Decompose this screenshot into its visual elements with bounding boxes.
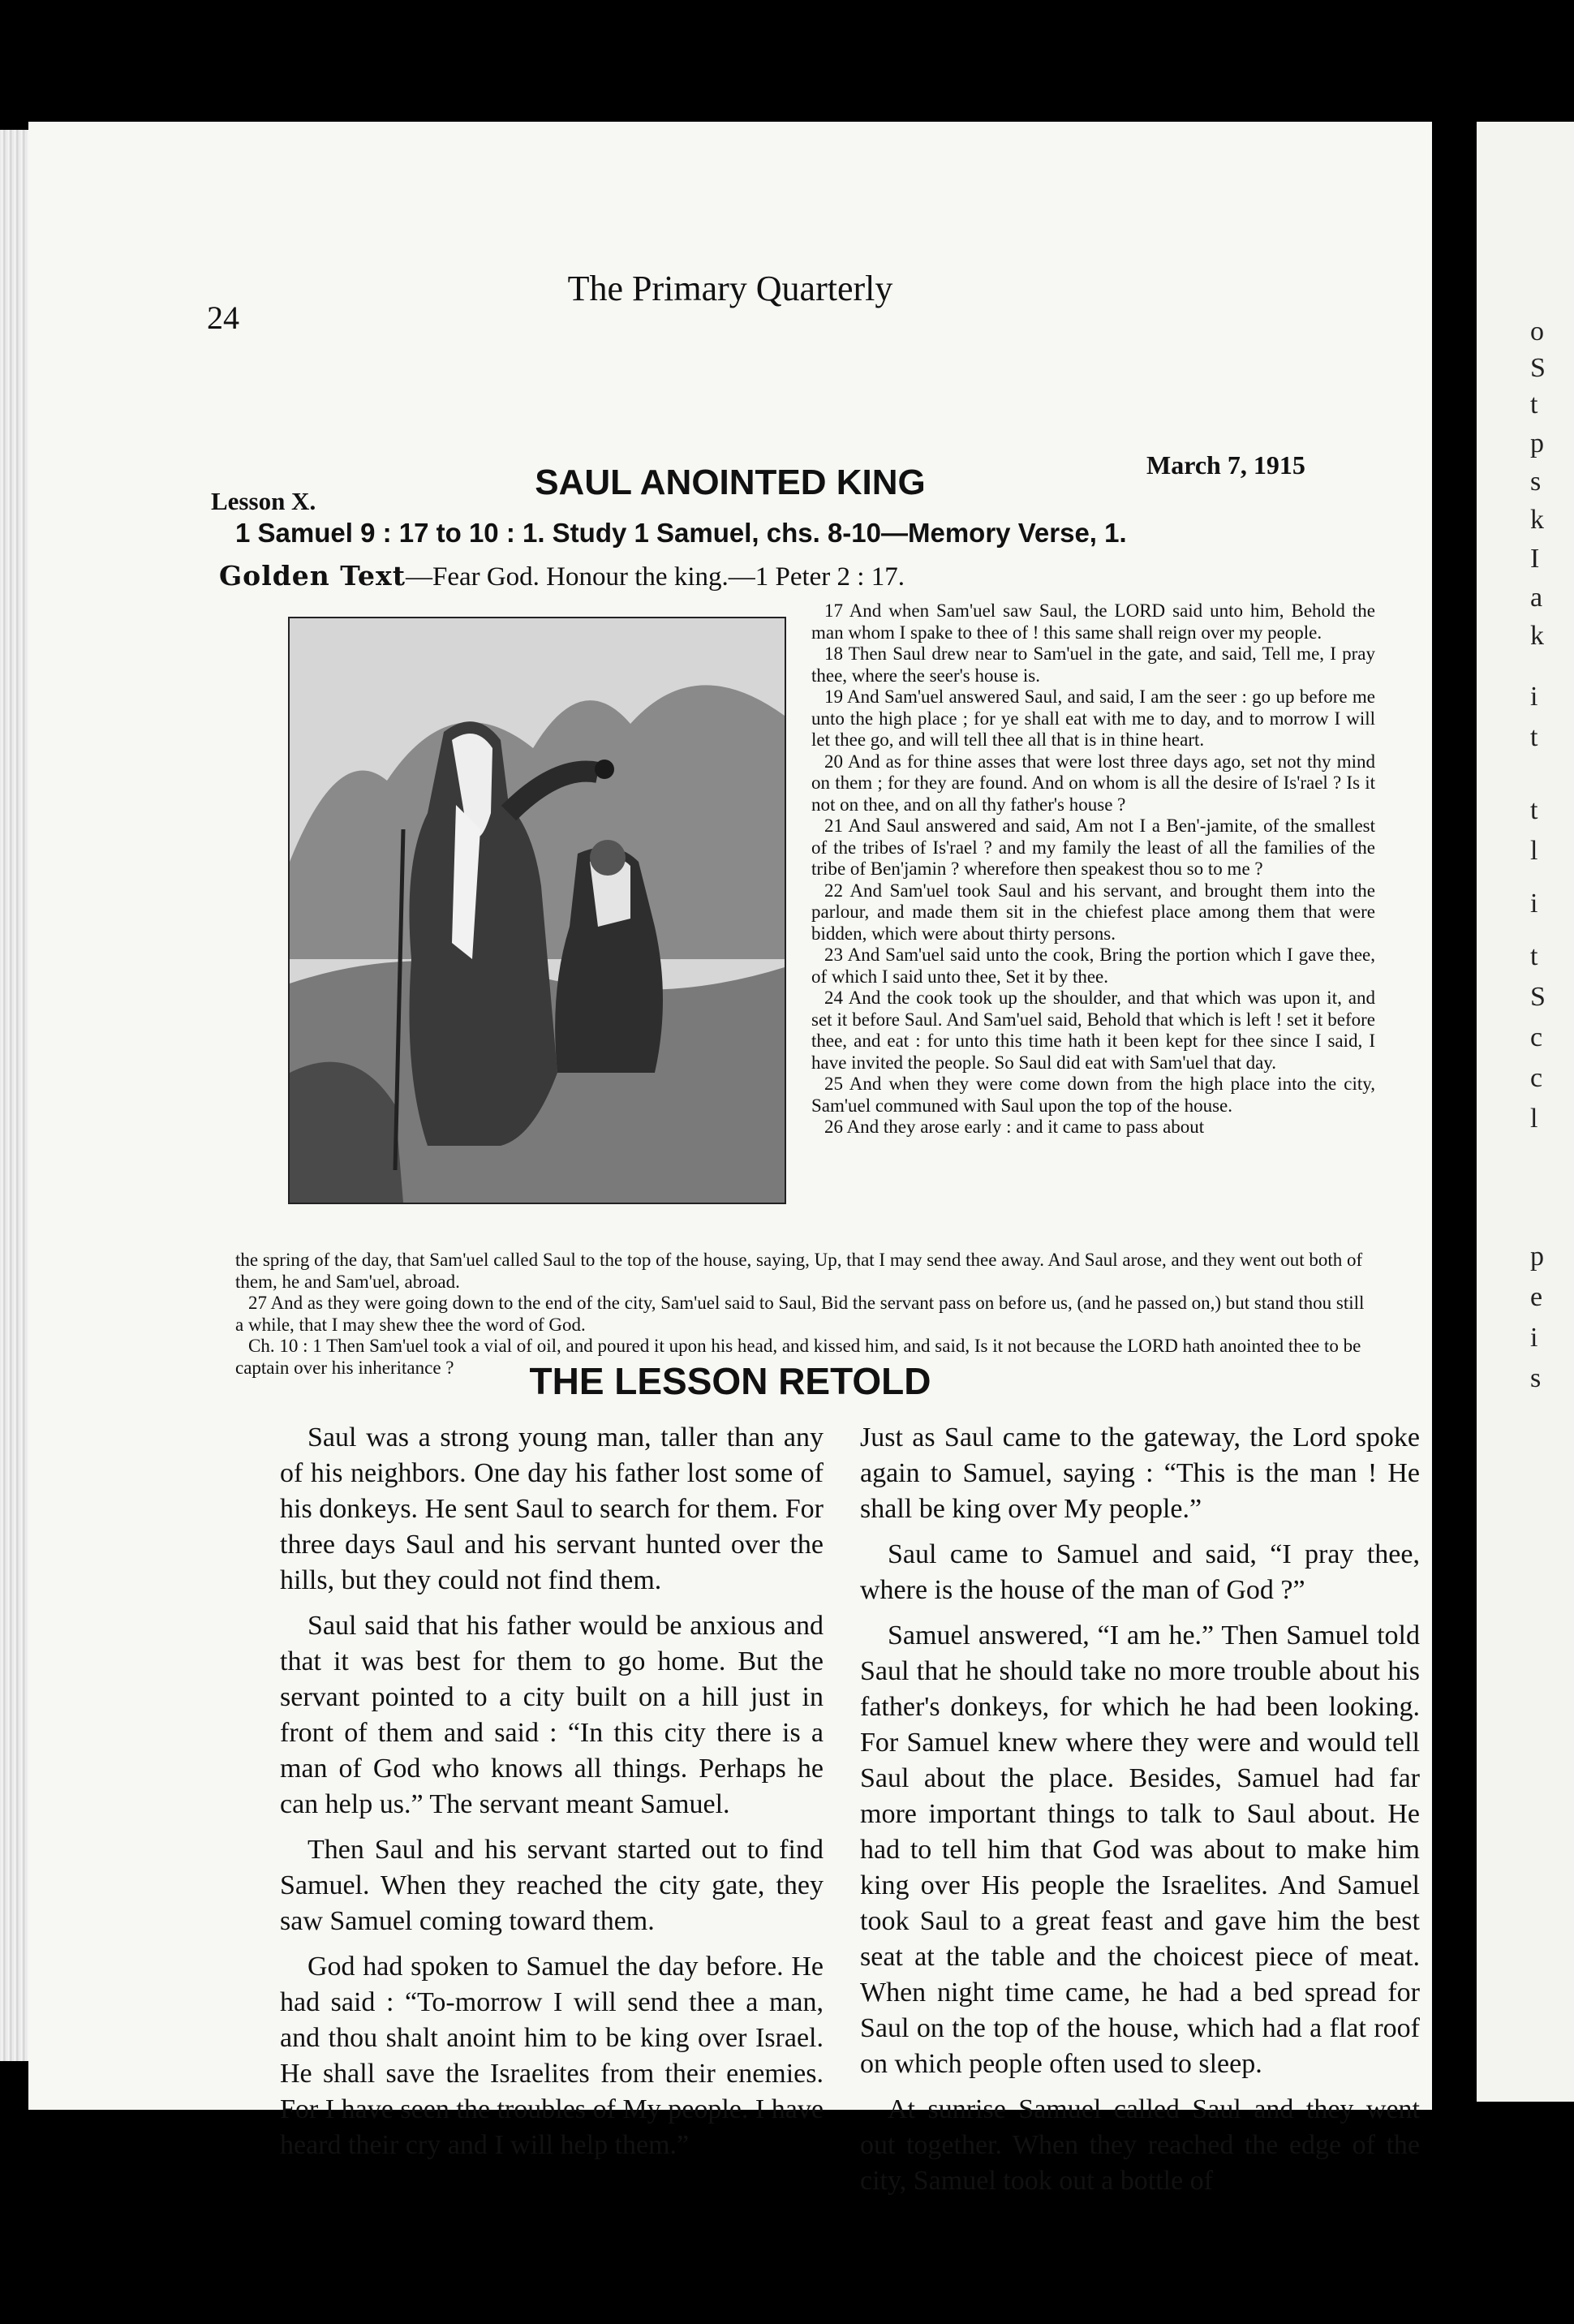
verse: 26 And they arose early : and it came to pass about (824, 1117, 1205, 1137)
fragment-letter: i (1530, 1323, 1538, 1353)
book-page (28, 122, 1432, 2196)
golden-text-label: Golden Text (219, 560, 406, 592)
fragment-letter: t (1530, 941, 1538, 971)
verse: 24 And the cook took up the shoulder, and that which was upon it, and set it before Saul. And Sam'uel said, Behold that which is left ! set it before thee, and eat : for unto this time hath it been kept for thee since I said, I have invited the people. So Saul did eat with Sam'uel that day. (811, 988, 1375, 1073)
fragment-letter: S (1530, 353, 1546, 383)
fragment-letter: k (1530, 621, 1544, 651)
scripture-passage (811, 600, 1375, 1138)
fragment-letter: i (1530, 889, 1538, 919)
lesson-label: Lesson X. (211, 487, 316, 515)
paragraph: Samuel answered, “I am he.” Then Samuel told Saul that he should take no more trouble about his father's donkeys, for which he had been looking. For Samuel knew where they were and would tell Saul about the place. Besides, Samuel had far more important things to talk to Saul about. He had to tell him that God was about to make him king over His people the Israelites. And Samuel took Saul to a great feast and gave him the best seat at the table and the choicest piece of meat. When night time came, he had a bed spread for Saul on the top of the house, which had a flat roof on which people often used to sleep. (860, 1620, 1420, 2079)
verse: 22 And Sam'uel took Saul and his servant, and brought them into the parlour, and made them sit in the chiefest place among them that were bidden, which were about thirty persons. (811, 880, 1375, 944)
verse: the spring of the day, that Sam'uel called Saul to the top of the house, saying, Up, that I may send thee away. And Saul arose, and they went out both of them, he and Sam'uel, abroad. (235, 1250, 1363, 1292)
fragment-letter: i (1530, 682, 1538, 712)
running-head: The Primary Quarterly (567, 269, 893, 308)
paragraph: At sunrise Samuel called Saul and they went out together. When they reached the edge of the city, Samuel took out a bottle of (860, 2094, 1420, 2196)
paragraph: Saul was a strong young man, taller than any of his neighbors. One day his father lost some of his donkeys. He sent Saul to search for them. For three days Saul and his servant hunted over the hills, but they could not find them. (280, 1422, 824, 1595)
paragraph: Then Saul and his servant started out to find Samuel. When they reached the city gate, they saw Samuel coming toward them. (280, 1835, 824, 1936)
illustration-samuel-anointing-saul (288, 617, 786, 1204)
paragraph: Saul came to Samuel and said, “I pray thee, where is the house of the man of God ?” (860, 1539, 1420, 1605)
fragment-letter: p (1530, 428, 1544, 458)
lesson-date: March 7, 1915 (1146, 450, 1305, 480)
fragment-letter: S (1530, 982, 1546, 1012)
scripture-reference: 1 Samuel 9 : 17 to 10 : 1. Study 1 Samuel, chs. 8-10—Memory Verse, 1. (235, 518, 1127, 548)
fragment-letter: t (1530, 722, 1538, 752)
verse: 21 And Saul answered and said, Am not I a Ben'-jamite, of the smallest of the tribes of Is'rael ? and my family the least of all the families of the tribe of Ben'jamin ? wherefore then speakest thou so to me ? (811, 816, 1375, 879)
fragment-letter: c (1530, 1063, 1543, 1093)
golden-text (219, 560, 905, 592)
page-number: 24 (207, 299, 239, 336)
paragraph: Just as Saul came to the gateway, the Lord spoke again to Samuel, saying : “This is the man ! He shall be king over My people.” (860, 1422, 1420, 1524)
verse: 23 And Sam'uel said unto the cook, Bring the portion which I gave thee, of which I said unto thee, Set it by thee. (811, 945, 1375, 987)
golden-text-body: —Fear God. Honour the king.—1 Peter 2 : 17. (405, 562, 905, 592)
lesson-retold-heading: THE LESSON RETOLD (529, 1360, 931, 1402)
retold-column-left (280, 1420, 824, 2173)
fragment-letter: s (1530, 1363, 1542, 1393)
book-gutter (1432, 0, 1442, 2324)
fragment-letter: p (1530, 1242, 1544, 1272)
fragment-letter: a (1530, 583, 1543, 613)
paragraph: God had spoken to Samuel the day before. He had said : “To-morrow I will send thee a man, and thou shalt anoint him to be king over Israel. He shall save the Israelites from their enemies. For I have seen the troubles of My people. I have heard their cry and I will help them.” (280, 1952, 824, 2160)
fragment-letter: o (1530, 316, 1544, 346)
verse: 18 Then Saul drew near to Sam'uel in the gate, and said, Tell me, I pray thee, where the seer's house is. (811, 643, 1375, 686)
facing-page-fragment (1477, 122, 1574, 2102)
verse: 19 And Sam'uel answered Saul, and said, I am the seer : go up before me unto the high place ; for ye shall eat with me to day, and to morrow I will let thee go, and will tell thee all that is in thine heart. (811, 686, 1375, 750)
verse: 27 And as they were going down to the end of the city, Sam'uel said to Saul, Bid the servant pass on before us, (and he passed on,) but stand thou still a while, that I may shew thee the word of God. (235, 1293, 1365, 1335)
paragraph: Saul said that his father would be anxious and that it was best for them to go home. But the servant pointed to a city built on a hill just in front of them and said : “In this city there is a man of God who knows all things. Perhaps he can help us.” The servant meant Samuel. (280, 1611, 824, 1819)
fragment-letter: l (1530, 1104, 1538, 1134)
verse: 25 And when they were come down from the high place into the city, Sam'uel communed with Saul upon the top of the house. (811, 1074, 1375, 1116)
fragment-letter: k (1530, 505, 1544, 535)
fragment-letter: e (1530, 1282, 1543, 1312)
fragment-letter: t (1530, 795, 1538, 825)
illustration-drawing (290, 618, 785, 1203)
fragment-letter: t (1530, 389, 1538, 420)
lesson-title: SAUL ANOINTED KING (535, 463, 926, 502)
fragment-letter: c (1530, 1022, 1543, 1052)
fragment-letter: l (1530, 836, 1538, 866)
verse: Ch. 10 : 1 Then Sam'uel took a vial of oil, and poured it upon his head, and kissed him, and said, Is it not because the LORD hath anointed thee to be captain over his inheritance ? (235, 1336, 1361, 1378)
verse: 20 And as for thine asses that were lost three days ago, set not thy mind on them ; for they are found. And on whom is all the desire of Is'rael ? Is it not on thee, and on all thy father's house ? (811, 751, 1375, 815)
fragment-letter: I (1530, 544, 1540, 574)
retold-column-right (860, 1420, 1420, 2209)
fragment-letter: s (1530, 467, 1542, 497)
verse: 17 And when Sam'uel saw Saul, the LORD said unto him, Behold the man whom I spake to thee of ! this same shall reign over my people. (811, 600, 1375, 643)
